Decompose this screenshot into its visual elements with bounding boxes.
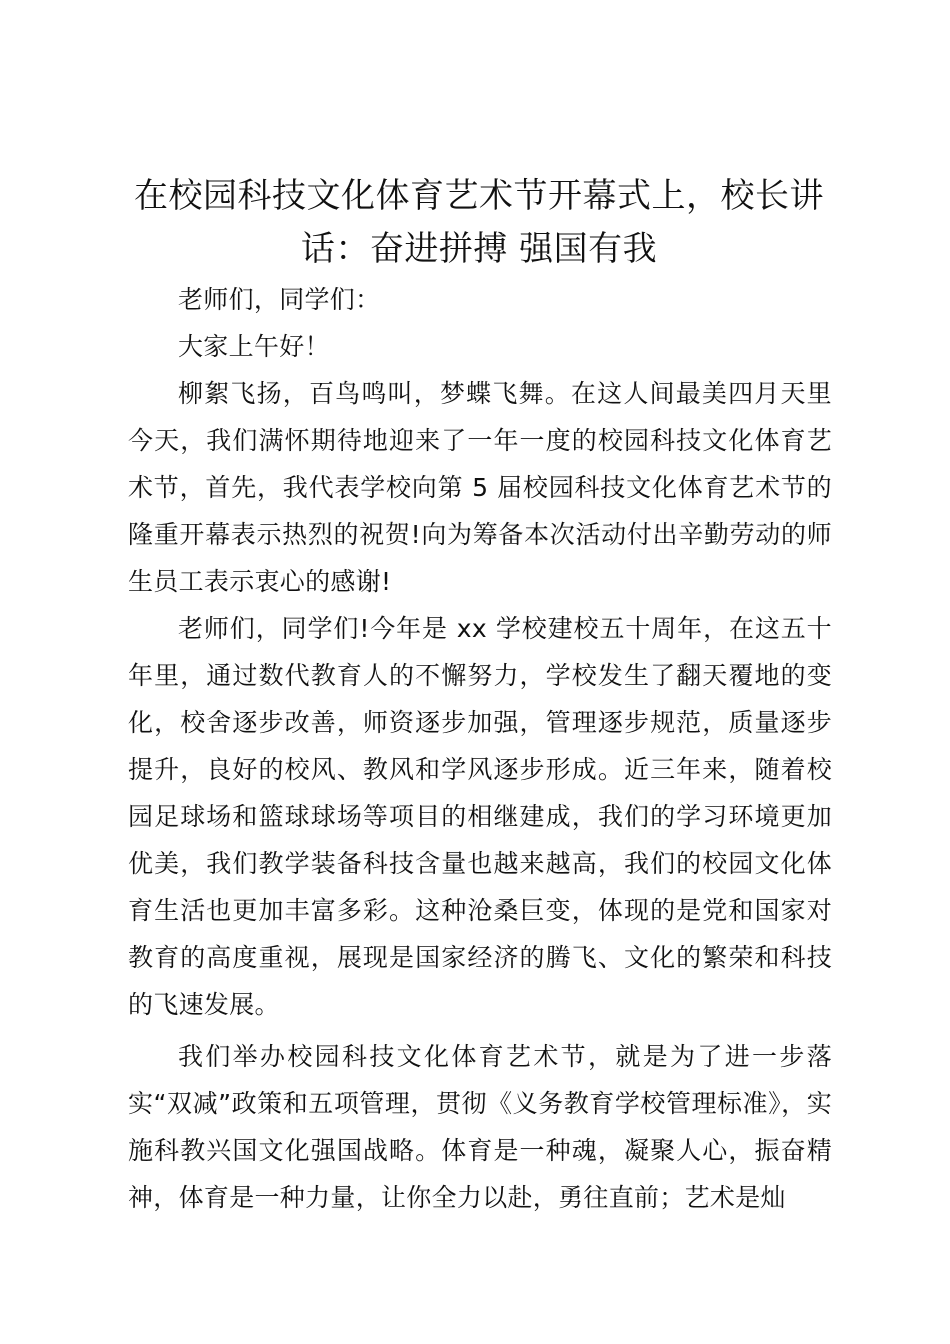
salutation-paragraph: 老师们，同学们： [178, 285, 381, 314]
document-body [128, 276, 832, 1221]
document-title: 在校园科技文化体育艺术节开幕式上，校长讲话：奋进拼搏 强国有我 [134, 176, 824, 269]
anniversary-paragraph: 老师们，同学们!今年是 xx 学校建校五十周年，在这五十年里，通过数代教育人的不懈努力，学校发生了翻天覆地的变化，校舍逐步改善，师资逐步加强，管理逐步规范，质量逐步提升，良好的校风、教风和学风逐步形成。近三年来，随着校园足球场和篮球球场等项目的相继建成，我们的学习环境更加优美，我们教学装备科技含量也越来越高，我们的校园文化体育生活也更加丰富多彩。这种沧桑巨变，体现的是党和国家对教育的高度重视，展现是国家经济的腾飞、文化的繁荣和科技的飞速发展。 [128, 614, 832, 1019]
greeting-paragraph: 大家上午好！ [178, 332, 330, 361]
opening-paragraph: 柳絮飞扬，百鸟鸣叫，梦蝶飞舞。在这人间最美四月天里今天，我们满怀期待地迎来了一年一度的校园科技文化体育艺术节，首先，我代表学校向第 5 届校园科技文化体育艺术节的隆重开幕表示热烈的祝贺!向为筹备本次活动付出辛勤劳动的师生员工表示衷心的感谢! [128, 379, 832, 596]
purpose-paragraph: 我们举办校园科技文化体育艺术节，就是为了进一步落实“双减”政策和五项管理，贯彻《义务教育学校管理标准》，实施科教兴国文化强国战略。体育是一种魂，凝聚人心，振奋精神，体育是一种力量，让你全力以赴，勇往直前；艺术是灿 [128, 1042, 832, 1212]
